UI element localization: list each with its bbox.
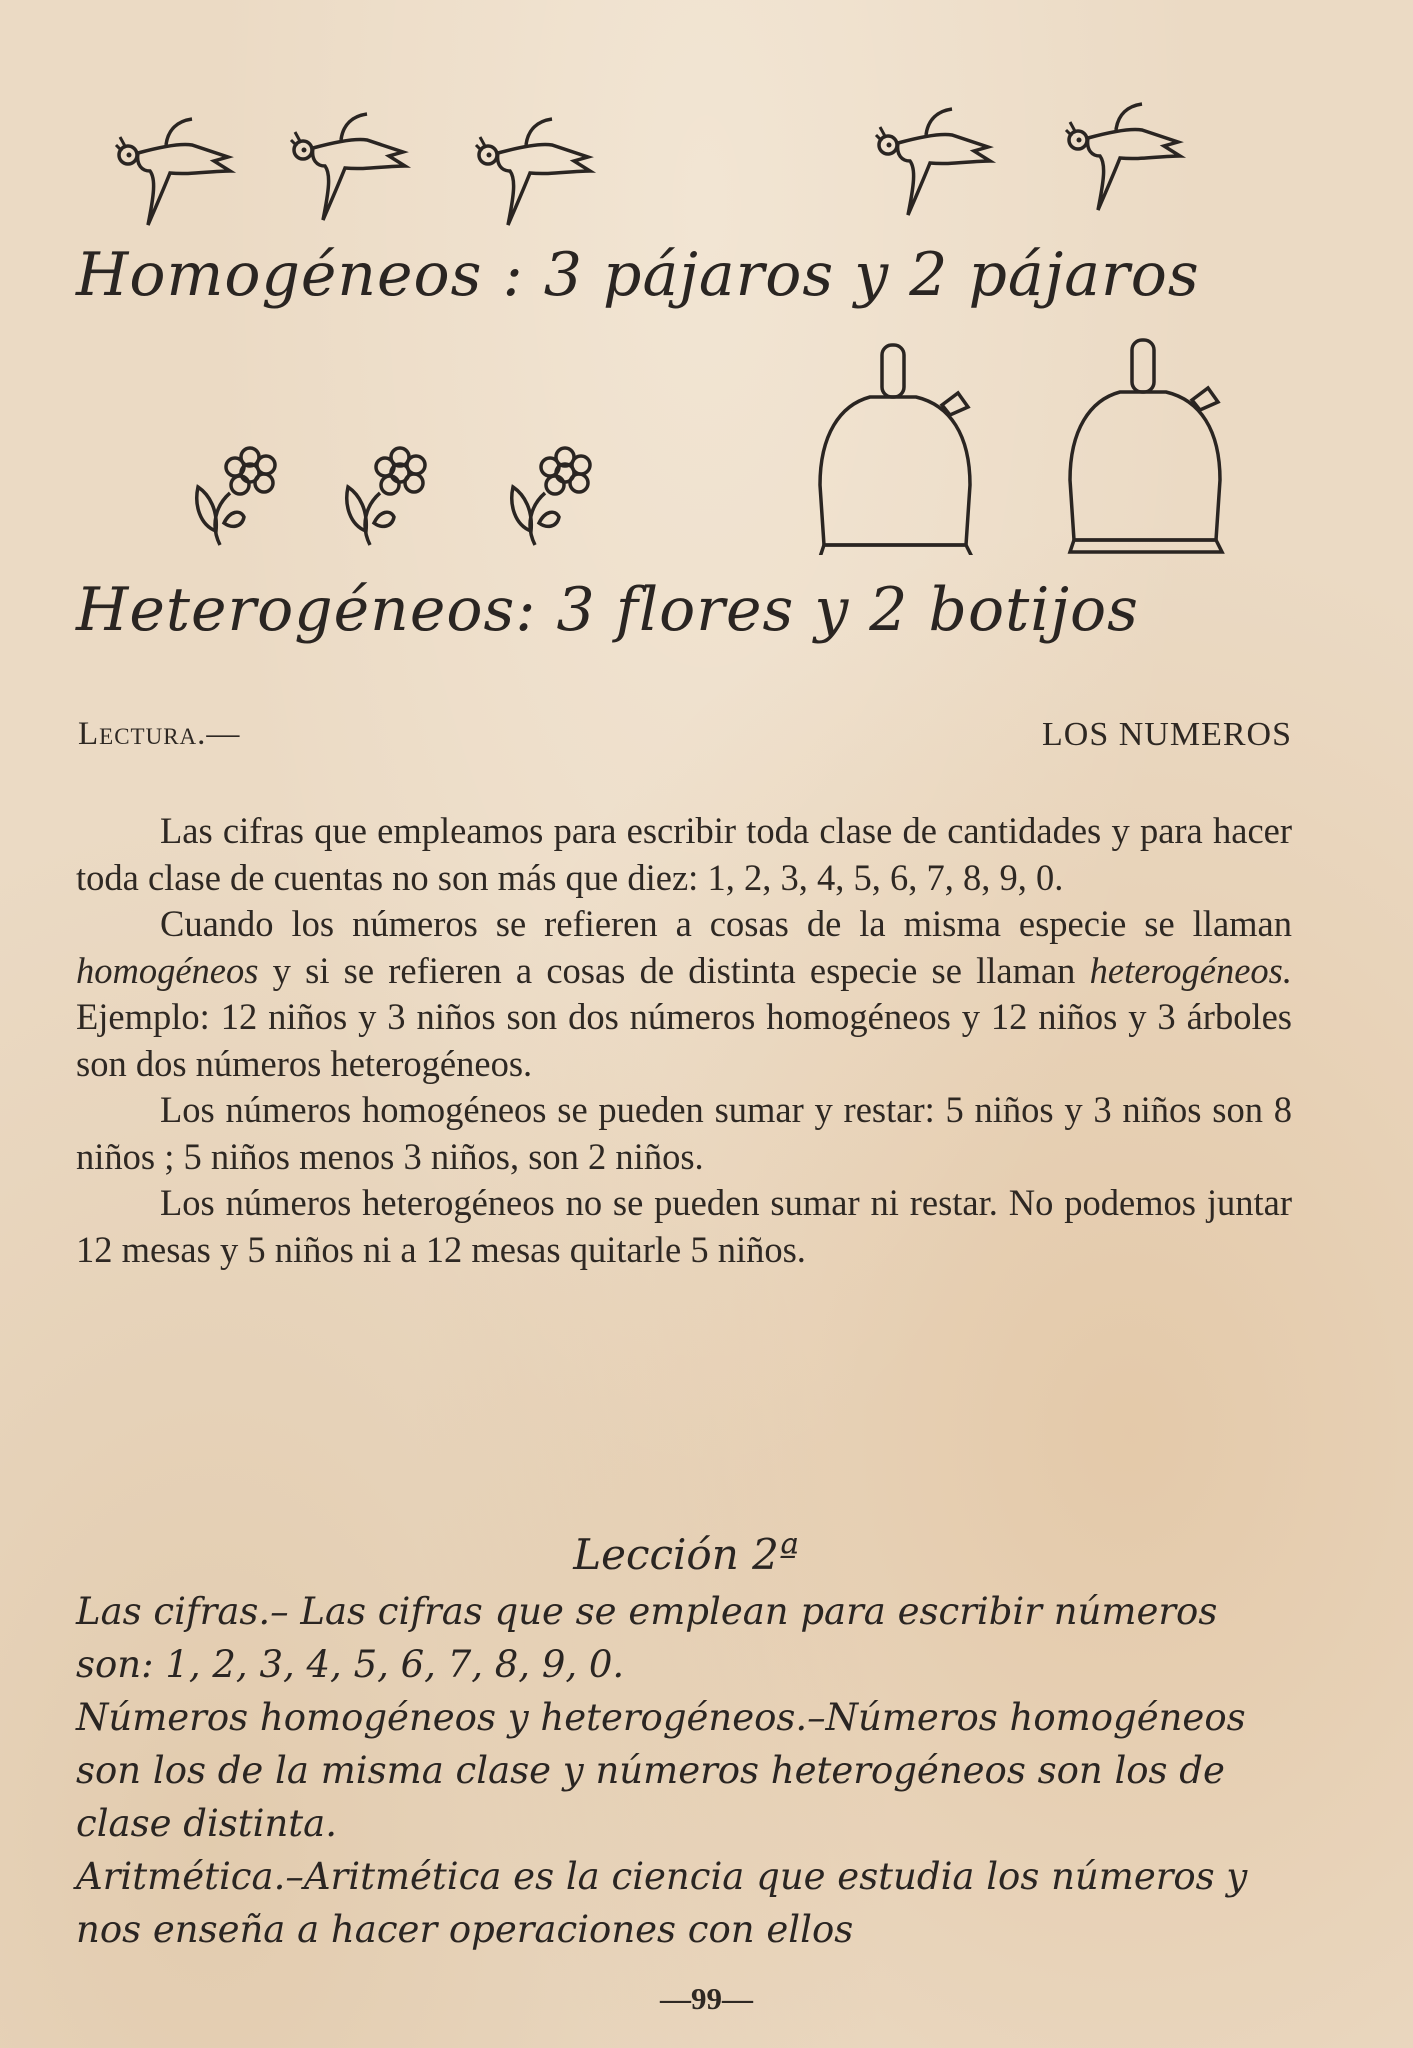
flower-icon (347, 448, 425, 545)
bird-illustrations (100, 95, 1250, 255)
lesson-line: Números homogéneos y heterogéneos.–Números homogéneos son los de la misma clase y números heterogéneos son los de clase distinta. (76, 1696, 1246, 1845)
lesson-line: Aritmética.–Aritmética es la ciencia que estudia los números y nos enseña a hacer operaciones con ellos (76, 1855, 1248, 1951)
bird-icon (291, 114, 405, 220)
paragraph (76, 901, 1292, 1087)
page-number: —99— (660, 1981, 753, 2016)
emphasis-term: heterogéneos. (1089, 949, 1292, 991)
paragraph: Los números heterogéneos no se pueden sumar ni restar. No podemos juntar 12 mesas y 5 niños ni a 12 mesas quitarle 5 niños. (76, 1182, 1292, 1270)
emphasis-term: homogéneos (76, 949, 259, 991)
reading-heading (78, 716, 1292, 766)
flower-botijo-illustrations (170, 335, 1240, 555)
text-span: Ejemplo: 12 niños y 3 niños son dos números homogéneos y 12 niños y 3 árboles son dos números heterogéneos. (76, 996, 1292, 1084)
section-label: Lectura.— (78, 716, 241, 752)
paragraph: Los números homogéneos se pueden sumar y restar: 5 niños y 3 niños son 8 niños ; 5 niños menos 3 niños, son 2 niños. (76, 1089, 1292, 1177)
bird-icon (876, 109, 990, 215)
lesson-section (76, 1528, 1296, 1956)
bird-icon (476, 119, 590, 225)
reading-body (76, 808, 1292, 1273)
lesson-title: Lección 2ª (573, 1530, 799, 1579)
botijo-icon (1070, 340, 1222, 552)
botijo-icon (820, 345, 972, 555)
paragraph: Las cifras que empleamos para escribir toda clase de cantidades y para hacer toda clase de cuentas no son más que diez: 1, 2, 3, 4, 5, 6, 7, 8, 9, 0. (76, 810, 1292, 898)
homogeneous-caption: Homogéneos : 3 pájaros y 2 pájaros (76, 240, 1200, 310)
bird-icon (116, 119, 230, 225)
flower-icon (512, 448, 590, 545)
section-title: LOS NUMEROS (1042, 716, 1292, 753)
lesson-line: Las cifras.– Las cifras que se emplean para escribir números son: 1, 2, 3, 4, 5, 6, 7, 8, 9, 0. (76, 1590, 1218, 1686)
text-span: y si se refieren a cosas de distinta especie se llaman (258, 949, 1090, 991)
flower-icon (197, 448, 275, 545)
text-span: Cuando los números se refieren a cosas de la misma especie se llaman (160, 903, 1292, 944)
bird-icon (1066, 104, 1180, 210)
heterogeneous-caption: Heterogéneos: 3 flores y 2 botijos (76, 575, 1139, 645)
